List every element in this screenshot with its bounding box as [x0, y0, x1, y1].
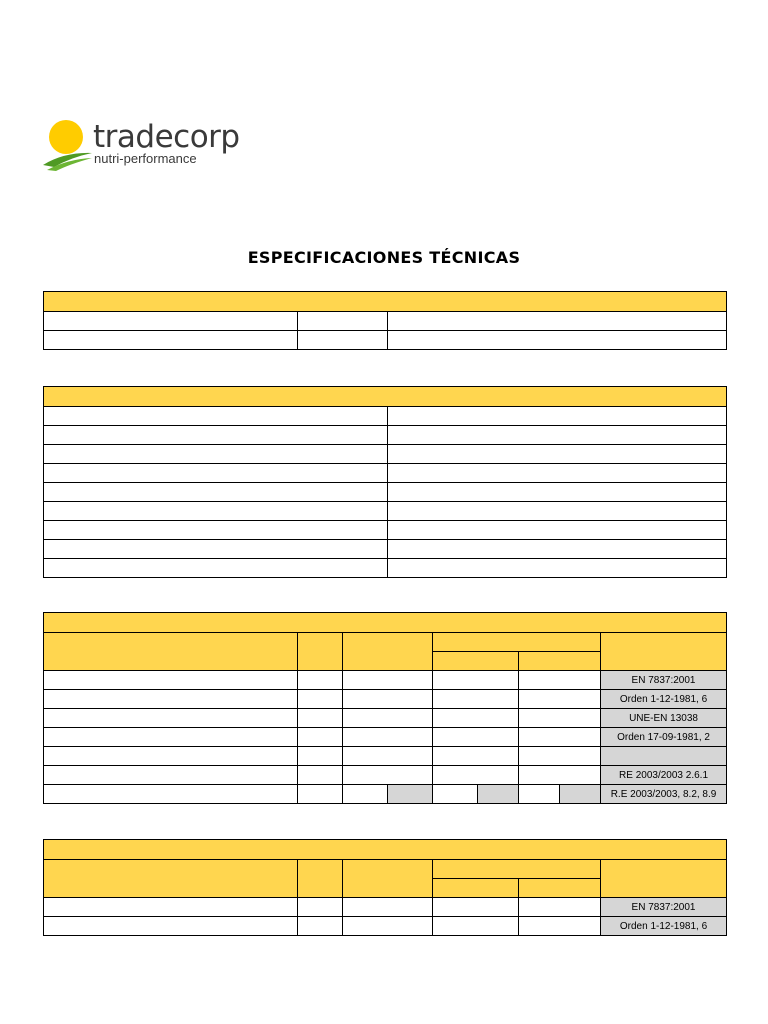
table-row	[44, 331, 727, 350]
brand-name: tradecorp	[93, 119, 240, 155]
method-cell: Orden 1-12-1981, 6	[601, 690, 727, 709]
table-header	[44, 840, 727, 860]
table-row	[44, 766, 727, 785]
column-header	[44, 860, 298, 898]
table-row	[44, 898, 727, 917]
method-cell: Orden 17-09-1981, 2	[601, 728, 727, 747]
table-row	[44, 521, 727, 540]
column-header	[343, 860, 433, 898]
column-header	[343, 633, 433, 671]
column-header	[298, 633, 343, 671]
column-header	[44, 633, 298, 671]
table-row	[44, 312, 727, 331]
column-subheader	[519, 879, 601, 898]
column-group-header	[433, 860, 601, 879]
column-subheader	[433, 879, 519, 898]
table-row	[44, 464, 727, 483]
table-row	[44, 671, 727, 690]
table-row	[44, 917, 727, 936]
page-title: ESPECIFICACIONES TÉCNICAS	[247, 248, 521, 267]
table-row	[44, 559, 727, 578]
spec-table-3	[43, 612, 727, 804]
table-row	[44, 728, 727, 747]
table-row	[44, 445, 727, 464]
tradecorp-logo	[42, 118, 242, 174]
method-cell	[601, 747, 727, 766]
table-row	[44, 709, 727, 728]
spec-table-2	[43, 386, 727, 578]
table-row	[44, 690, 727, 709]
table-row	[44, 540, 727, 559]
table-row	[44, 426, 727, 445]
column-group-header	[433, 633, 601, 652]
table-row	[44, 407, 727, 426]
table-row	[44, 483, 727, 502]
method-cell: UNE-EN 13038	[601, 709, 727, 728]
column-header	[601, 633, 727, 671]
column-header	[601, 860, 727, 898]
sun-field-icon	[42, 118, 94, 174]
method-cell: EN 7837:2001	[601, 671, 727, 690]
table-header	[44, 292, 727, 312]
table-row	[44, 785, 727, 804]
column-subheader	[433, 652, 519, 671]
method-cell: Orden 1-12-1981, 6	[601, 917, 727, 936]
column-subheader	[519, 652, 601, 671]
method-cell: EN 7837:2001	[601, 898, 727, 917]
method-cell: RE 2003/2003 2.6.1	[601, 766, 727, 785]
spec-table-4	[43, 839, 727, 936]
table-row	[44, 747, 727, 766]
spec-table-1	[43, 291, 727, 350]
brand-tagline: nutri-performance	[94, 151, 197, 166]
table-header	[44, 387, 727, 407]
column-header	[298, 860, 343, 898]
method-cell: R.E 2003/2003, 8.2, 8.9	[601, 785, 727, 804]
table-header	[44, 613, 727, 633]
table-row	[44, 502, 727, 521]
